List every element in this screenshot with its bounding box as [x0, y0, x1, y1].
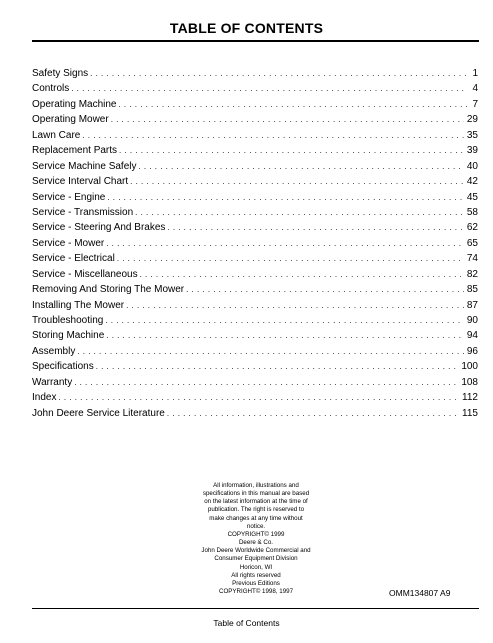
toc-entry-page-number: 112 — [462, 392, 478, 404]
toc-entry[interactable] — [32, 66, 478, 81]
copyright-line: Deere & Co. — [238, 539, 274, 547]
dot-leader — [74, 375, 458, 390]
dot-leader — [105, 313, 464, 328]
toc-entry-page-number: 7 — [472, 98, 478, 110]
toc-entry-label: Service - Mower — [32, 237, 105, 249]
toc-entry-page-number: 94 — [466, 330, 478, 342]
toc-entry-page-number: 85 — [466, 284, 478, 296]
dot-leader — [107, 190, 464, 205]
toc-entry-label: Controls — [32, 83, 70, 95]
toc-entry-page-number: 45 — [466, 191, 478, 203]
dot-leader — [77, 344, 464, 359]
toc-entry[interactable] — [32, 174, 478, 189]
dot-leader — [58, 390, 459, 405]
toc-entry-page-number: 4 — [472, 83, 478, 95]
copyright-line: Consumer Equipment Division — [214, 555, 298, 563]
toc-entry[interactable] — [32, 81, 478, 96]
toc-entry-label: Troubleshooting — [32, 315, 104, 326]
copyright-line: All information, illustrations and — [213, 482, 299, 489]
toc-entry[interactable] — [32, 390, 478, 405]
toc-entry[interactable] — [32, 159, 478, 174]
dot-leader — [96, 359, 459, 374]
toc-entry-page-number: 39 — [466, 145, 478, 157]
footer-label: Table of Contents — [213, 618, 280, 628]
toc-entry[interactable] — [32, 205, 478, 220]
toc-entry[interactable] — [32, 236, 478, 251]
toc-entry-page-number: 82 — [466, 268, 478, 280]
toc-entry-label: Safety Signs — [32, 68, 89, 79]
toc-entry[interactable] — [32, 251, 478, 266]
dot-leader — [106, 236, 464, 251]
toc-entry-page-number: 40 — [466, 160, 478, 172]
toc-entry[interactable] — [32, 190, 478, 205]
toc-entry-label: Assembly — [32, 345, 76, 357]
toc-entry-page-number: 35 — [466, 129, 478, 141]
toc-entry-label: Operating Mower — [32, 114, 109, 126]
toc-entry-label: Operating Machine — [32, 98, 117, 110]
toc-entry-page-number: 87 — [466, 299, 478, 311]
toc-entry-page-number: 29 — [466, 114, 478, 126]
dot-leader — [186, 282, 464, 297]
toc-entry[interactable] — [32, 128, 478, 143]
copyright-line: John Deere Worldwide Commercial and — [201, 547, 311, 555]
copyright-line: make changes at any time without — [209, 514, 303, 522]
dot-leader — [119, 97, 468, 112]
copyright-line: COPYRIGHT© 1999 — [227, 530, 285, 538]
copyright-line: notice. — [246, 522, 266, 530]
toc-entry-page-number: 90 — [466, 315, 478, 326]
toc-entry[interactable] — [32, 97, 478, 112]
toc-entry-label: Removing And Storing The Mower — [32, 284, 185, 296]
toc-entry-label: Service - Steering And Brakes — [32, 222, 166, 234]
toc-entry[interactable] — [32, 298, 478, 313]
toc-entry-label: Warranty — [32, 376, 73, 388]
toc-entry[interactable] — [32, 328, 478, 343]
toc-entry-page-number: 42 — [466, 176, 478, 188]
toc-entry-label: John Deere Service Literature — [32, 407, 165, 419]
copyright-line: Horicon, WI — [239, 563, 273, 571]
toc-entry-label: Replacement Parts — [32, 145, 118, 157]
toc-entry-label: Service - Electrical — [32, 253, 115, 265]
dot-leader — [119, 143, 464, 158]
copyright-line: COPYRIGHT© 1998, 1997 — [218, 588, 294, 596]
toc-entry[interactable] — [32, 267, 478, 282]
dot-leader — [82, 128, 464, 143]
page-title: TABLE OF CONTENTS — [169, 20, 324, 36]
document-number: OMM134807 A9 — [389, 588, 451, 598]
dot-leader — [126, 298, 464, 313]
dot-leader — [130, 174, 464, 189]
toc-entry-label: Specifications — [32, 361, 94, 373]
toc-entry-label: Lawn Care — [32, 129, 81, 141]
dot-leader — [106, 328, 464, 343]
toc-entry-page-number: 96 — [466, 345, 478, 357]
toc-entry-page-number: 108 — [461, 376, 478, 388]
copyright-notice — [190, 482, 322, 596]
toc-entry[interactable] — [32, 112, 478, 127]
dot-leader — [140, 267, 464, 282]
toc-entry-label: Service Interval Chart — [32, 176, 129, 188]
toc-entry-label: Service - Miscellaneous — [32, 268, 138, 280]
dot-leader — [167, 220, 463, 235]
copyright-line: Previous Editions — [232, 579, 280, 587]
title-divider — [32, 40, 479, 42]
toc-entry[interactable] — [32, 406, 478, 421]
copyright-line: on the latest information at the time of — [204, 498, 308, 506]
toc-entry[interactable] — [32, 359, 478, 374]
toc-entry[interactable] — [32, 375, 478, 390]
dot-leader — [167, 406, 459, 421]
toc-entry-label: Installing The Mower — [32, 299, 125, 311]
toc-entry-page-number: 58 — [466, 206, 478, 218]
toc-entry[interactable] — [32, 282, 478, 297]
toc-entry-label: Service - Engine — [32, 191, 106, 203]
toc-entry-page-number: 1 — [472, 68, 478, 79]
toc-entry-page-number: 62 — [466, 222, 478, 234]
toc-entry-label: Storing Machine — [32, 330, 105, 342]
toc-entry[interactable] — [32, 344, 478, 359]
copyright-line: All rights reserved — [231, 571, 281, 579]
dot-leader — [117, 251, 464, 266]
table-of-contents-list — [32, 66, 478, 421]
toc-entry-page-number: 100 — [461, 361, 478, 373]
toc-entry-page-number: 74 — [466, 253, 478, 265]
footer-divider — [32, 608, 479, 609]
dot-leader — [71, 81, 467, 96]
dot-leader — [111, 112, 464, 127]
dot-leader — [139, 159, 464, 174]
toc-entry[interactable] — [32, 143, 478, 158]
toc-entry-label: Service Machine Safely — [32, 160, 137, 172]
dot-leader — [135, 205, 464, 220]
toc-entry-label: Service - Transmission — [32, 206, 134, 218]
toc-entry[interactable] — [32, 220, 478, 235]
toc-entry-page-number: 65 — [466, 237, 478, 249]
toc-entry-label: Index — [32, 392, 57, 404]
dot-leader — [90, 66, 467, 81]
toc-entry[interactable] — [32, 313, 478, 328]
copyright-line: specifications in this manual are based — [202, 490, 310, 498]
copyright-line: publication. The right is reserved to — [207, 506, 305, 514]
toc-entry-page-number: 115 — [462, 407, 478, 419]
